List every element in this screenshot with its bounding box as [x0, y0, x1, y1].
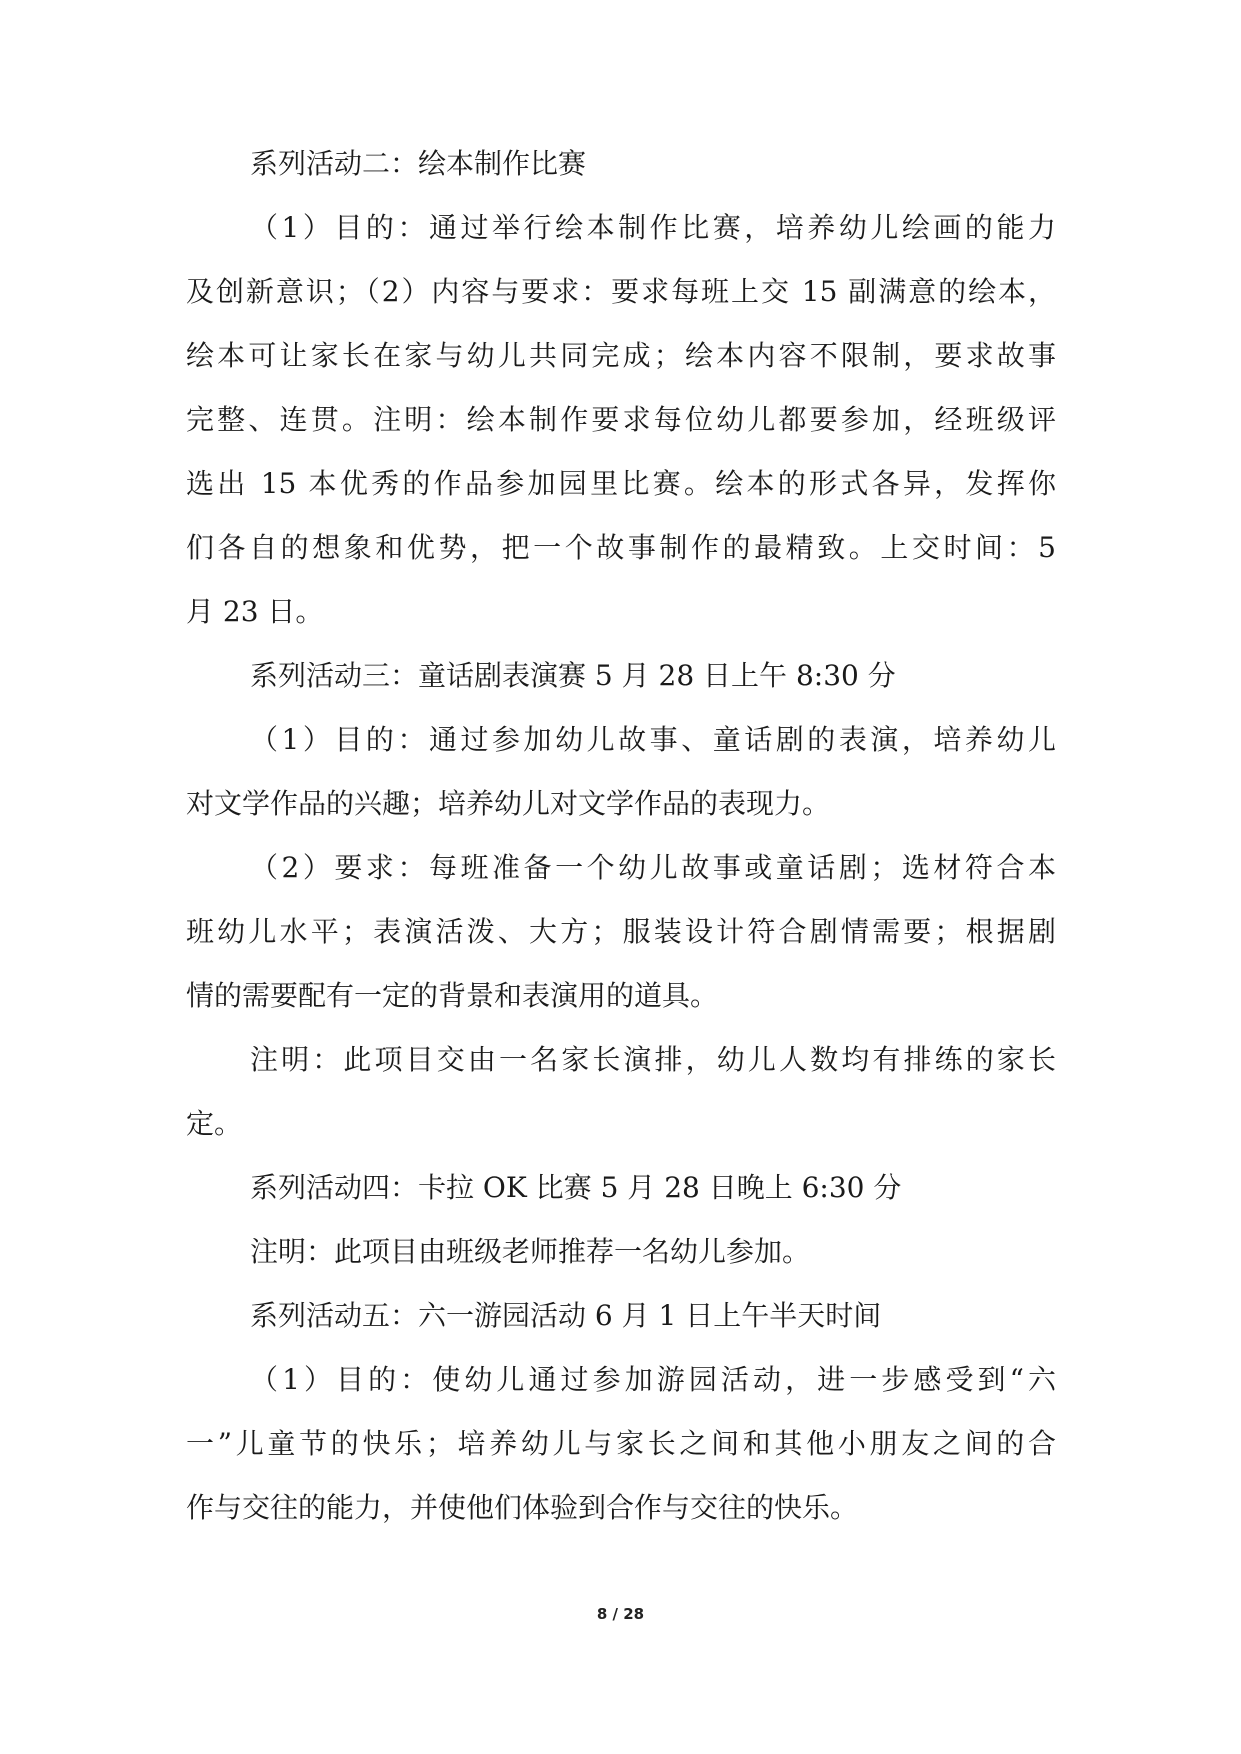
page-number: 8 / 28: [596, 1605, 645, 1623]
paragraph-line: 情的需要配有一定的背景和表演用的道具。: [186, 979, 719, 1012]
paragraph-line: 绘本可让家长在家与幼儿共同完成；绘本内容不限制，要求故事: [186, 339, 1056, 372]
heading-activity-2: 系列活动二：绘本制作比赛: [250, 147, 587, 180]
paragraph-line: 完整、连贯。注明：绘本制作要求每位幼儿都要参加，经班级评: [186, 403, 1056, 436]
paragraph-line: 作与交往的能力，并使他们体验到合作与交往的快乐。: [186, 1491, 859, 1524]
heading-activity-4: 系列活动四：卡拉 OK 比赛 5 月 28 日晚上 6:30 分: [250, 1171, 902, 1204]
paragraph-line: 班幼儿水平；表演活泼、大方；服装设计符合剧情需要；根据剧: [186, 915, 1056, 948]
paragraph-line: 月 23 日。: [186, 595, 324, 628]
paragraph-line: 一”儿童节的快乐；培养幼儿与家长之间和其他小朋友之间的合: [186, 1427, 1056, 1460]
heading-activity-5: 系列活动五：六一游园活动 6 月 1 日上午半天时间: [250, 1299, 882, 1332]
paragraph-line: 注明：此项目由班级老师推荐一名幼儿参加。: [250, 1235, 811, 1268]
paragraph-line: 选出 15 本优秀的作品参加园里比赛。绘本的形式各异，发挥你: [186, 467, 1056, 500]
heading-activity-3: 系列活动三：童话剧表演赛 5 月 28 日上午 8:30 分: [250, 659, 896, 692]
paragraph-line: 对文学作品的兴趣；培养幼儿对文学作品的表现力。: [186, 787, 831, 820]
paragraph-line: 及创新意识；（2）内容与要求：要求每班上交 15 副满意的绘本，: [186, 275, 1056, 308]
paragraph-line: 定。: [186, 1107, 243, 1140]
paragraph-line: （1）目的：通过参加幼儿故事、童话剧的表演，培养幼儿: [250, 723, 1056, 756]
paragraph-line: （1）目的：使幼儿通过参加游园活动，进一步感受到“六: [250, 1363, 1056, 1396]
paragraph-line: （1）目的：通过举行绘本制作比赛，培养幼儿绘画的能力: [250, 211, 1056, 244]
paragraph-line: 们各自的想象和优势，把一个故事制作的最精致。上交时间：5: [186, 531, 1056, 564]
paragraph-line: 注明：此项目交由一名家长演排，幼儿人数均有排练的家长: [250, 1043, 1056, 1076]
paragraph-line: （2）要求：每班准备一个幼儿故事或童话剧；选材符合本: [250, 851, 1056, 884]
